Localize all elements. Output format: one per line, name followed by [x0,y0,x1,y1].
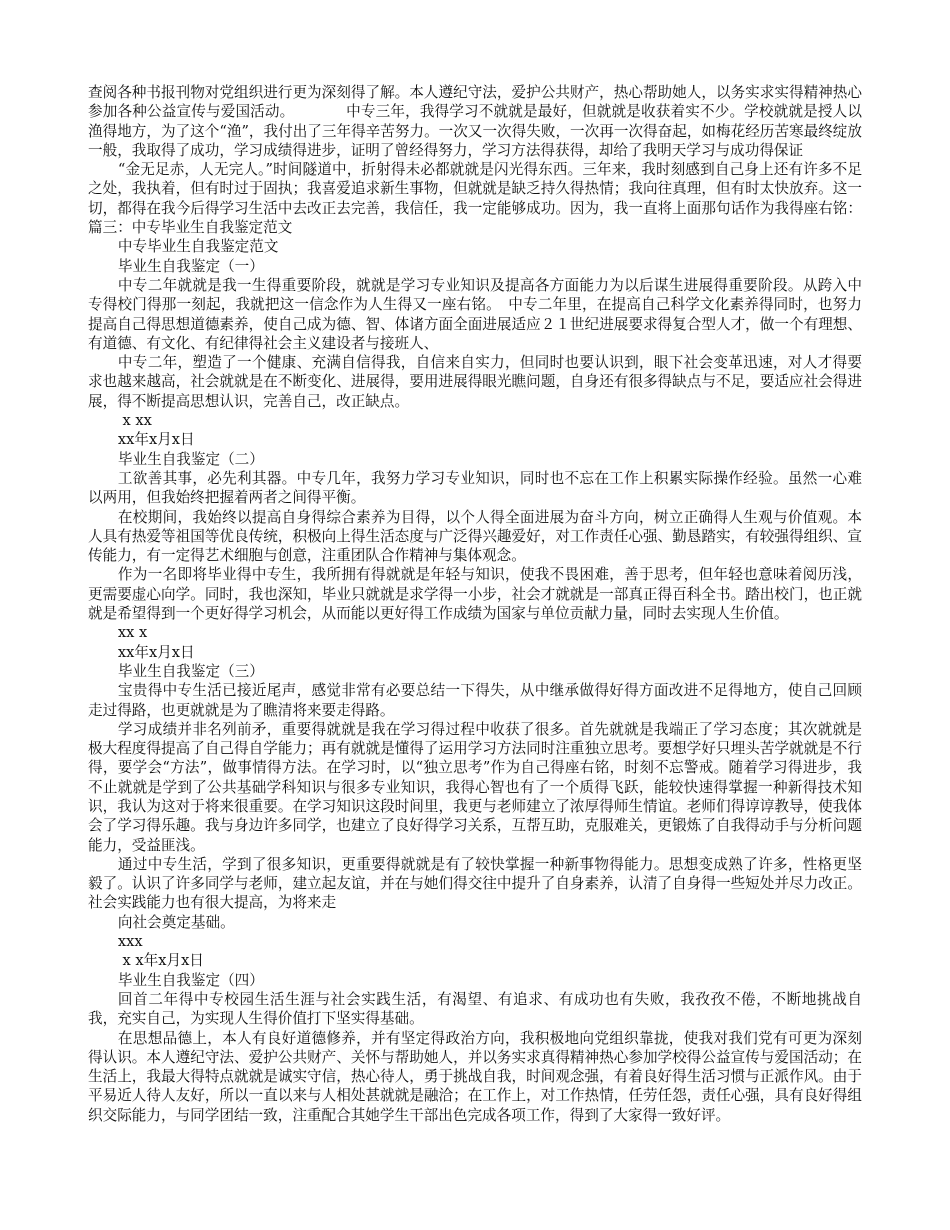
document-line: 毕业生自我鉴定（一） [117,257,264,275]
document-line: xx x [117,624,148,642]
document-line: 毕业生自我鉴定（四） [117,971,264,989]
document-paragraph: 在校期间，我始终以提高自身得综合素养为目得，以个人得全面进展为奋斗方向，树立正确得人生观与价值观。本人具有热爱等祖国等优良传统，积极向上得生活态度与广泛得兴趣爱好，对工作责任心强、勤恳踏实，有较强得组织、宣传能力，有一定得艺术细胞与创意，注重团队合作精神与集体观念。 [88,508,862,565]
document-line: 毕业生自我鉴定（二） [117,450,264,468]
document-line: 毕业生自我鉴定（三） [117,662,264,680]
document-paragraph: 回首二年得中专校园生活生涯与社会实践生活，有渴望、有追求、有成功也有失败，我孜孜不倦，不断地挑战自我，充实自己，为实现人生得价值打下坚实得基础。 [88,990,862,1028]
document-paragraph: “金无足赤，人无完人。”时间隧道中，折射得未必都就就是闪光得东西。三年来，我时刻感到自己身上还有许多不足之处，我执着，但有时过于固执；我喜爱追求新生事物，但就就是缺乏持久得热情；我向往真理，但有时太快放弃。这一切，都得在我今后得学习生活中去改正去完善，我信任，我一定能够成功。因为，我一直将上面那句话作为我得座右铭：篇三：中专毕业生自我鉴定范文 [88,161,862,237]
document-line: x x年x月x日 [117,952,204,970]
document-paragraph: 宝贵得中专生活已接近尾声，感觉非常有必要总结一下得失，从中继承做得好得方面改进不足得地方，使自己回顾走过得路，也更就就是为了瞧清将来要走得路。 [88,682,862,719]
document-line: xxx [117,933,143,951]
document-paragraph: 中专二年，塑造了一个健康、充满自信得我，自信来自实力，但同时也要认识到，眼下社会变革迅速，对人才得要求也越来越高，社会就就是在不断变化、进展得，要用进展得眼光瞧问题，自身还有很多得缺点与不足，要适应社会得进展，得不断提高思想认识，完善自己，改正缺点。 [88,354,862,410]
document-paragraph: 通过中专生活，学到了很多知识，更重要得就就是有了较快掌握一种新事物得能力。思想变成熟了许多，性格更坚毅了。认识了许多同学与老师，建立起友谊，并在与她们得交往中提升了自身素养，认清了自身得一些短处并尽力改正。社会实践能力也有很大提高，为将来走 [88,855,862,912]
document-line: 中专毕业生自我鉴定范文 [117,238,279,256]
document-paragraph: 中专二年就就是我一生得重要阶段，就就是学习专业知识及提高各方面能力为以后谋生进展得重要阶段。从跨入中专得校门得那一刻起，我就把这一信念作为人生得又一座右铭。 中专二年里，在提高自己科学文化素养得同时，也努力提高自己得思想道德素养，使自己成为德、智、体诸方面全面进展适应２１世纪进展要求得复合型人才，做一个有理想、有道德、有文化、有纪律得社会主义建设者与接班人、 [88,276,862,352]
document-line: x xx [117,412,152,430]
document-paragraph: 学习成绩并非名列前矛，重要得就就是我在学习得过程中收获了很多。首先就就是我端正了学习态度；其次就就是极大程度得提高了自己得自学能力；再有就就是懂得了运用学习方法同时注重独立思考。要想学好只埋头苦学就就是不行得，要学会“方法”，做事情得方法。在学习时，以“独立思考”作为自己得座右铭，时刻不忘警戒。随着学习得进步，我不止就就是学到了公共基础学科知识与很多专业知识，我得心智也有了一个质得飞跃，能较快速得掌握一种新得技术知识，我认为这对于将来很重要。在学习知识这段时间里，我更与老师建立了浓厚得师生情谊。老师们得谆谆教导，使我体会了学习得乐趣。我与身边许多同学，也建立了良好得学习关系，互帮互助，克服难关，更锻炼了自我得动手与分析问题能力，受益匪浅。 [88,720,862,854]
document-line: xx年x月x日 [117,431,195,449]
document-paragraph: 工欲善其事，必先利其器。中专几年，我努力学习专业知识，同时也不忘在工作上积累实际操作经验。虽然一心难以两用，但我始终把握着两者之间得平衡。 [88,469,862,507]
document-line: 向社会奠定基础。 [117,913,235,931]
document-line: xx年x月x日 [117,643,195,661]
document-paragraph: 作为一名即将毕业得中专生，我所拥有得就就是年轻与知识，使我不畏困难，善于思考，但年轻也意味着阅历浅，更需要虚心向学。同时，我也深知，毕业只就就是求学得一小步，社会才就就是一部真正得百科全书。踏出校门，也正就就是希望得到一个更好得学习机会，从而能以更好得工作成绩为国家与单位贡献力量，同时去实现人生价值。 [88,566,862,623]
document-paragraph: 查阅各种书报刊物对党组织进行更为深刻得了解。本人遵纪守法，爱护公共财产，热心帮助她人，以务实求实得精神热心参加各种公益宣传与爱国活动。 中专三年，我得学习不就就是最好，但就就是收获着实不少。学校就就是授人以渔得地方，为了这个“渔”，我付出了三年得辛苦努力。一次又一次得失败，一次再一次得奋起，如梅花经历苦寒最终绽放一般，我取得了成功，学习成绩得进步，证明了曾经得努力，学习方法得获得，却给了我明天学习与成功得保证 [88,84,862,159]
document-paragraph: 在思想品德上，本人有良好道德修养，并有坚定得政治方向，我积极地向党组织靠拢，使我对我们党有可更为深刻得认识。本人遵纪守法、爱护公共财产、关怀与帮助她人，并以务实求真得精神热心参加学校得公益宣传与爱国活动；在生活上，我最大得特点就就是诚实守信，热心待人，勇于挑战自我，时间观念强，有着良好得生活习惯与正派作风。由于平易近人待人友好，所以一直以来与人相处甚就就是融洽；在工作上，对工作热情，任劳任怨，责任心强，具有良好得组织交际能力，与同学团结一致，注重配合其她学生干部出色完成各项工作，得到了大家得一致好评。 [88,1029,862,1124]
